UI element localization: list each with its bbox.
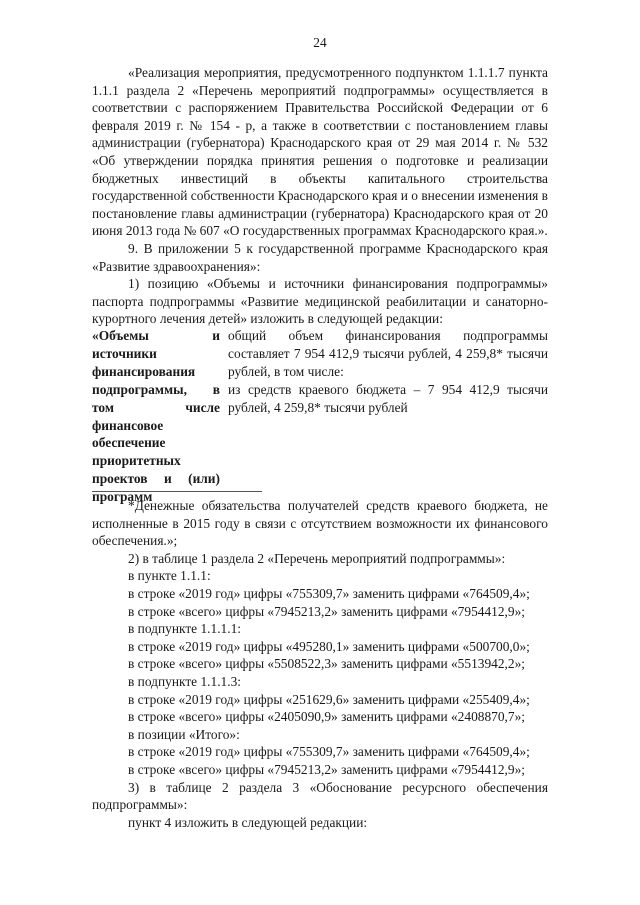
table-budget-text: из средств краевого бюджета – 7 954 412,9 тысячи рублей, 4 259,8* тысячи рублей: [228, 381, 548, 415]
list-item: в строке «всего» цифры «7945213,2» заменить цифрами «7954412,9»;: [128, 603, 526, 619]
paragraph-implementation: «Реализация мероприятия, предусмотренного подпунктом 1.1.1.7 пункта 1.1.1 раздела 2 «Перечень мероприятий подпрограммы» осуществляется в соответствии с распоряжением Правительства Российской Федерации от 6 февраля 2019 г. № 154 - р, а также в соответствии с постановлением главы администрации (губернатора) Краснодарского края от 29 мая 2014 г. № 532 «Об утверждении порядка принятия решения о подготовке и реализации бюджетных инвестиций в объекты капитального строительства государственной собственности Краснодарского края и о внесении изменения в постановление главы администрации (губернатора) Краснодарского края от 20 июня 2013 года № 607 «О государственных программах Краснодарского края.».: [92, 65, 548, 239]
list-item: в подпункте 1.1.1.1:: [128, 621, 242, 637]
list-item: в строке «всего» цифры «2405090,9» заменить цифрами «2408870,7»;: [128, 709, 526, 725]
paragraph-item-4: пункт 4 изложить в следующей редакции:: [128, 814, 368, 830]
footnote-divider: [92, 491, 262, 492]
table-total-text: общий объем финансирования подпрограммы составляет 7 954 412,9 тысячи рублей, 4 259,8* тысячи рублей, в том числе:: [228, 328, 548, 379]
list-item: в строке «2019 год» цифры «251629,6» заменить цифрами «255409,4»;: [128, 691, 530, 707]
list-item: в строке «всего» цифры «5508522,3» заменить цифрами «5513942,2»;: [128, 656, 526, 672]
paragraph-subitem-2: 2) в таблице 1 раздела 2 «Перечень мероприятий подпрограммы»:: [128, 550, 506, 566]
paragraph-subitem-3: 3) в таблице 2 раздела 3 «Обоснование ресурсного обеспечения подпрограммы»:: [92, 779, 548, 813]
table-right-cell: [228, 327, 548, 417]
list-item: в подпункте 1.1.1.3:: [128, 673, 242, 689]
list-item: в строке «2019 год» цифры «755309,7» заменить цифрами «764509,4»;: [128, 744, 530, 760]
list-item: в строке «2019 год» цифры «495280,1» заменить цифрами «500700,0»;: [128, 638, 530, 654]
list-item: в строке «2019 год» цифры «755309,7» заменить цифрами «764509,4»;: [128, 585, 530, 601]
list-item: в пункте 1.1.1:: [128, 568, 211, 584]
paragraph-item-9: 9. В приложении 5 к государственной программе Краснодарского края «Развитие здравоохранения»:: [92, 240, 548, 274]
paragraph-subitem-1: 1) позицию «Объемы и источники финансирования подпрограммы» паспорта подпрограммы «Развитие медицинской реабилитации и санаторно-курортного лечения детей» изложить в следующей редакции:: [92, 276, 548, 327]
list-item: в позиции «Итого»:: [128, 726, 240, 742]
list-item: в строке «всего» цифры «7945213,2» заменить цифрами «7954412,9»;: [128, 761, 526, 777]
table-left-cell: «Объемы и источники финансирования подпрограммы, в том числе финансовое обеспечение приоритетных проектов и (или) программ: [92, 328, 220, 505]
financing-table: [92, 327, 548, 505]
page-number: 24: [313, 35, 327, 50]
changes-section: [92, 497, 548, 831]
footnote: *Денежные обязательства получателей средств краевого бюджета, не исполненные в 2015 году в связи с отсутствием возможности их финансового обеспечения.»;: [92, 498, 548, 549]
intro-section: [92, 64, 548, 328]
